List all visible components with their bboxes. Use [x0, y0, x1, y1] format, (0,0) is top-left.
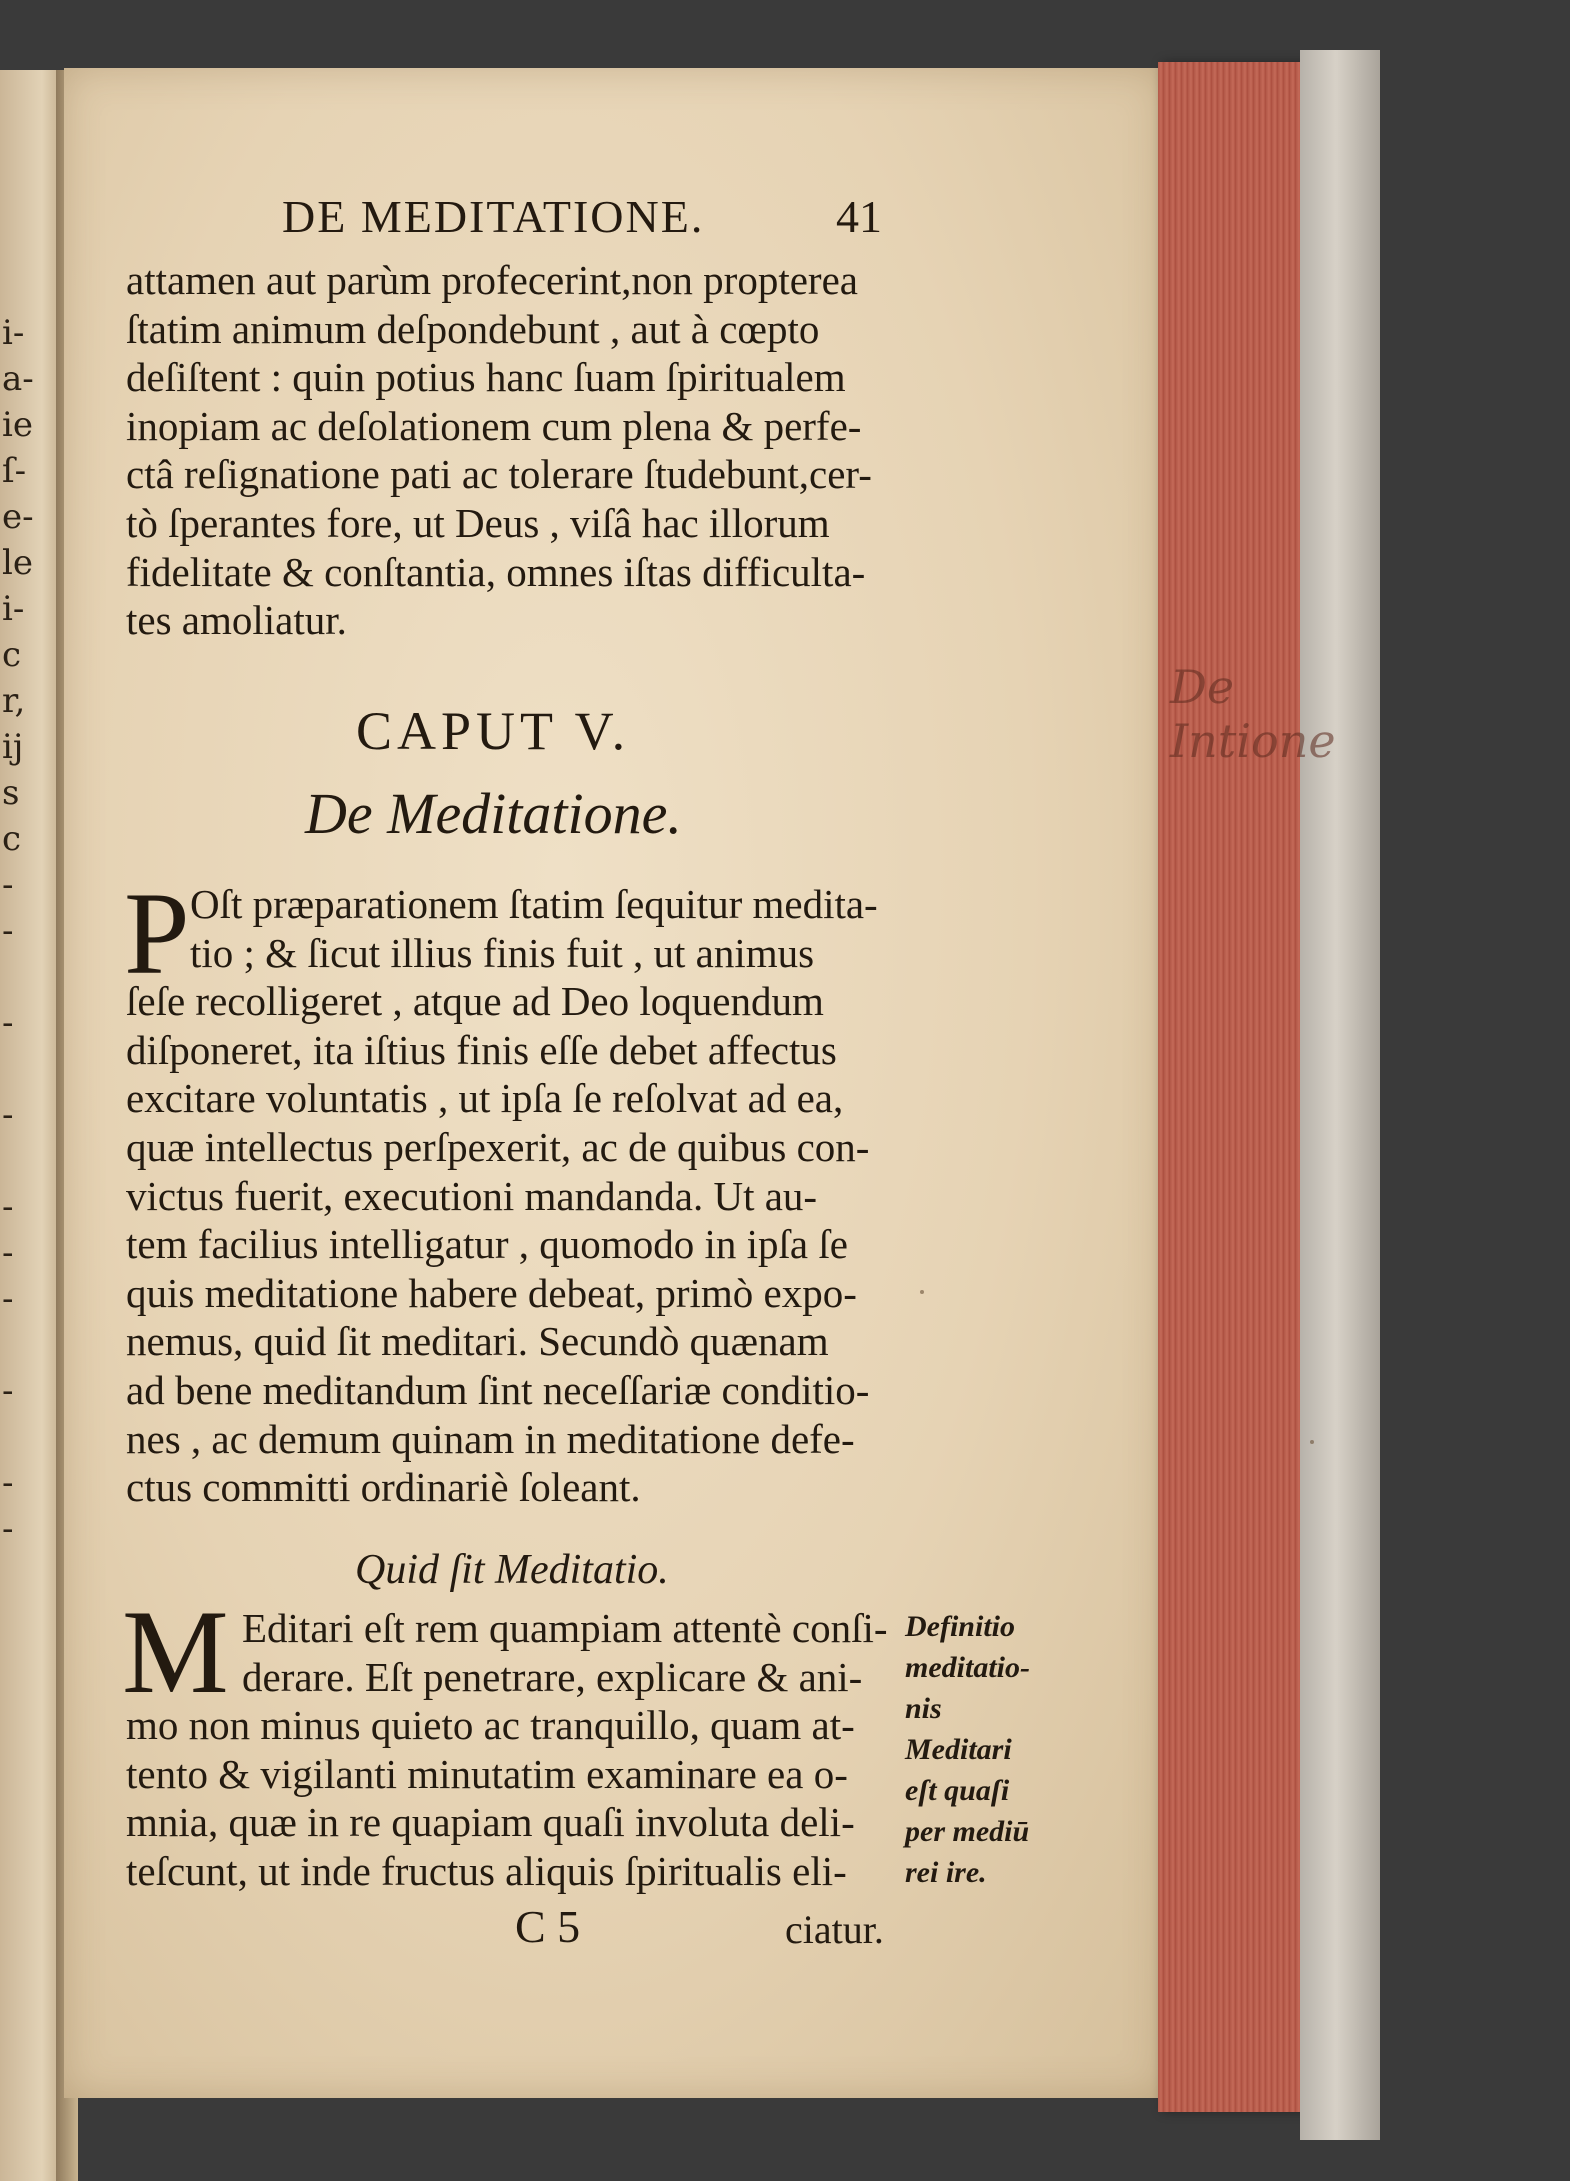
left-page-fragment: s — [2, 773, 20, 813]
text-line: ſeſe recolligeret , atque ad Deo loquendum — [126, 978, 824, 1025]
text-line: Editari eſt rem quampiam attentè conſi- — [242, 1605, 888, 1651]
left-page-fragment: i- — [2, 313, 25, 353]
paragraph-1 — [126, 256, 872, 645]
left-page-fragment — [2, 1322, 62, 1368]
drop-capital-m: M — [122, 1585, 229, 1718]
left-page-fragment: ij — [2, 727, 24, 767]
left-page-fragment — [2, 1138, 62, 1184]
text-line: tento & vigilanti minutatim examinare ea o- — [126, 1750, 848, 1797]
left-page-fragment: - — [2, 1509, 14, 1549]
left-page-text-fragments — [2, 310, 62, 1644]
left-page-fragment: le — [2, 543, 33, 583]
running-head: DE MEDITATIONE. — [282, 191, 705, 242]
text-line: excitare voluntatis , ut ipſa ſe reſolvat ad ea, — [126, 1075, 844, 1122]
text-line: quis meditatione habere debeat, primò expo- — [126, 1269, 857, 1316]
left-page-fragment — [2, 954, 62, 1000]
edge-inscription — [1170, 660, 1336, 768]
text-line: diſponeret, ita iſtius finis eſſe debet affectus — [126, 1026, 837, 1073]
text-line: tio ; & ſicut illius finis fuit , ut animus — [190, 929, 815, 976]
text-line: tem facilius intelligatur , quomodo in ipſa ſe — [126, 1221, 848, 1268]
left-page-fragment: - — [2, 1187, 14, 1227]
text-line: Oſt præparationem ſtatim ſequitur medita- — [190, 881, 878, 927]
left-page-fragment: ſ- — [2, 451, 27, 491]
left-page-fragment: c — [2, 819, 22, 859]
left-page-fragment: - — [2, 1095, 14, 1135]
marginal-note — [905, 1606, 1030, 1893]
text-line: ad bene meditandum ſint neceſſariæ conditio- — [126, 1366, 870, 1413]
marginal-note-line: rei ire. — [905, 1856, 987, 1889]
marginal-note-line: nis — [905, 1692, 942, 1725]
left-page-fragment: - — [2, 865, 14, 905]
left-page-fragment — [2, 1552, 62, 1598]
edge-inscription-line: Intione — [1170, 714, 1336, 768]
text-line: ctus committi ordinariè ſoleant. — [126, 1464, 641, 1511]
left-page-fragment — [2, 1414, 62, 1460]
text-line: ſtatim animum deſpondebunt , aut à cœpto — [126, 305, 820, 352]
left-page-fragment: c — [2, 635, 22, 675]
marginal-note-line: Definitio — [905, 1610, 1015, 1643]
signature-mark: C 5 — [515, 1901, 581, 1952]
paper-speck — [920, 1290, 924, 1294]
text-line: fidelitate & conſtantia, omnes iſtas difficulta- — [126, 548, 866, 595]
text-line: attamen aut parùm profecerint,non propterea — [126, 257, 858, 303]
text-line: inopiam ac deſolationem cum plena & perfe- — [126, 402, 862, 449]
left-page-fragment — [2, 1598, 62, 1644]
marginal-note-line: meditatio- — [905, 1651, 1030, 1684]
section-heading: Quid ſit Meditatio. — [355, 1547, 669, 1593]
page-number: 41 — [836, 191, 882, 242]
left-page-fragment: ie — [2, 405, 33, 445]
text-line: quæ intellectus perſpexerit, ac de quibus con- — [126, 1123, 870, 1170]
text-line: nes , ac demum quinam in meditatione defe- — [126, 1415, 855, 1462]
text-line: teſcunt, ut inde fructus aliquis ſpiritualis eli- — [126, 1847, 847, 1894]
paper-speck — [1310, 1440, 1314, 1444]
text-line: victus fuerit, executioni mandanda. Ut au- — [126, 1172, 818, 1219]
marginal-note-line: eſt quaſi — [905, 1774, 1010, 1807]
text-line: mnia, quæ in re quapiam quaſi involuta deli- — [126, 1799, 855, 1846]
left-page-fragment: - — [2, 1279, 14, 1319]
text-line: deſiſtent : quin potius hanc ſuam ſpiritualem — [126, 354, 846, 401]
text-line: derare. Eſt penetrare, explicare & ani- — [242, 1653, 863, 1700]
page-edge-block — [1158, 62, 1318, 2112]
marginal-note-line: Meditari — [905, 1733, 1012, 1766]
paragraph-2 — [124, 868, 878, 1512]
left-page-fragment: - — [2, 1233, 14, 1273]
marginal-note-line: per mediū — [905, 1815, 1030, 1848]
text-line: mo non minus quieto ac tranquillo, quam at- — [126, 1702, 855, 1749]
paragraph-3 — [126, 1604, 888, 1896]
catchword: ciatur. — [785, 1907, 884, 1952]
left-page-fragment: - — [2, 1463, 14, 1503]
left-page-fragment: a- — [2, 359, 34, 399]
left-page-fragment: r, — [2, 681, 26, 721]
left-page-fragment: - — [2, 1371, 14, 1411]
text-line: ctâ reſignatione pati ac tolerare ſtudebunt,cer- — [126, 451, 872, 498]
left-page-fragment: - — [2, 1003, 14, 1043]
left-page-fragment: i- — [2, 589, 25, 629]
left-page-fragment: e- — [2, 497, 34, 537]
chapter-subtitle: De Meditatione. — [305, 781, 682, 846]
text-line: tò ſperantes fore, ut Deus , viſâ hac illorum — [126, 499, 830, 546]
chapter-title: CAPUT V. — [356, 701, 631, 761]
book-cover-edge — [1300, 50, 1380, 2140]
text-line: tes amoliatur. — [126, 597, 347, 644]
drop-capital-p: P — [124, 868, 190, 999]
left-page-fragment — [2, 1046, 62, 1092]
text-line: nemus, quid ſit meditari. Secundò quænam — [126, 1318, 829, 1365]
left-page-fragment: - — [2, 911, 14, 951]
edge-inscription-line: De — [1170, 660, 1235, 714]
